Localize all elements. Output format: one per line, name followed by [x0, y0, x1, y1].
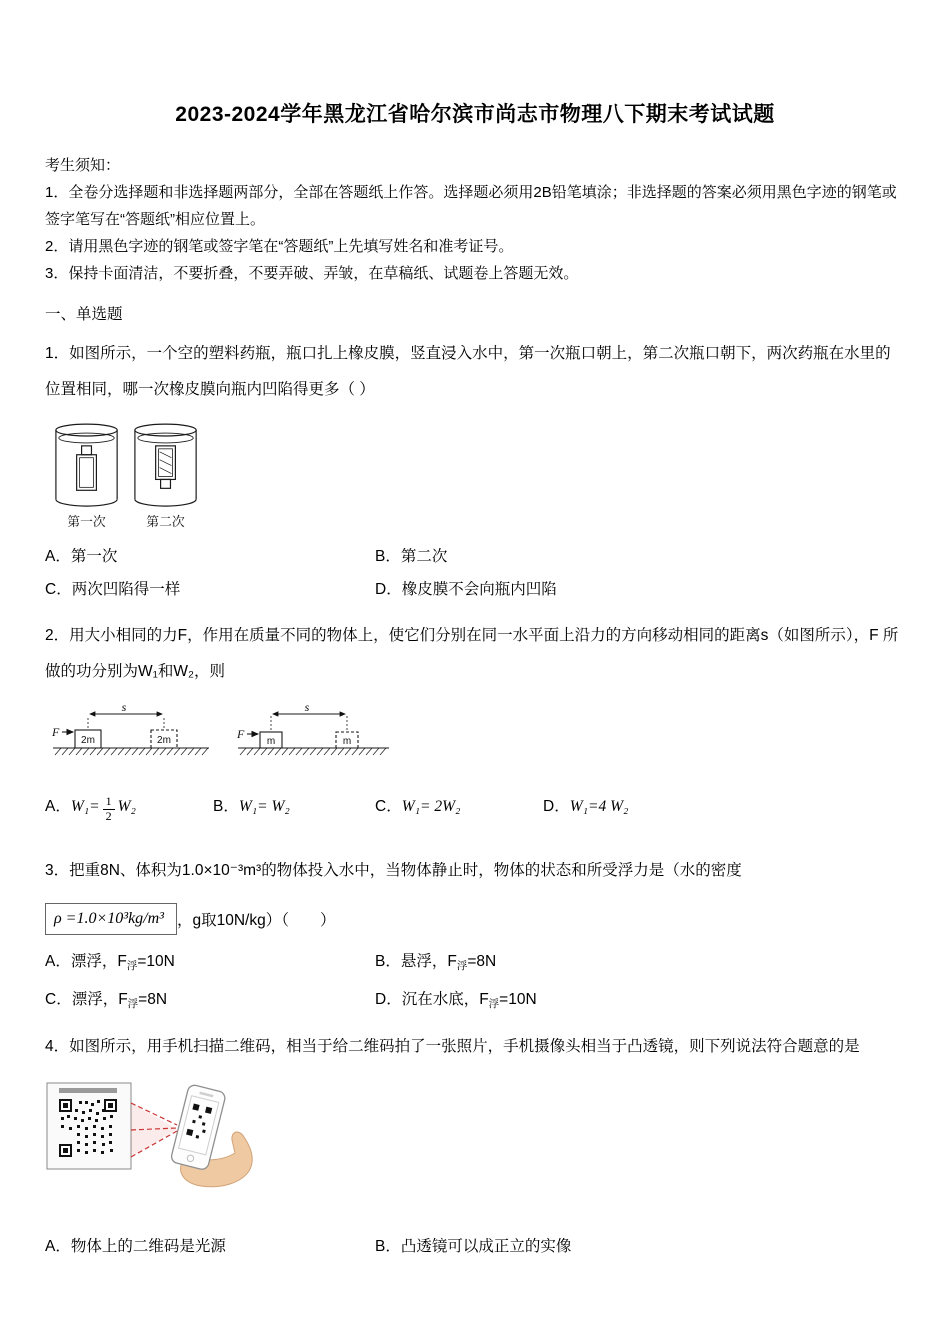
q1-option-b — [375, 540, 905, 573]
q2-options-row — [45, 787, 905, 827]
q3-option-a-label: A． — [45, 953, 71, 970]
diagram-2 — [238, 714, 389, 755]
second-trial-label: 第二次 — [146, 513, 185, 529]
scan-beam — [131, 1103, 177, 1157]
q3-formula-line — [45, 903, 905, 935]
q4-option-a — [45, 1230, 375, 1263]
q3-options-row-1 — [45, 945, 905, 983]
qr-scan-figure — [45, 1073, 260, 1191]
q2-option-c — [375, 787, 543, 827]
d2-force-label: F — [237, 727, 245, 741]
q2-option-b-label: B． — [213, 798, 239, 815]
q3-options-row-2 — [45, 983, 905, 1021]
q3-option-a-pre: 漂浮，F — [70, 953, 127, 970]
q1-options-row-2 — [45, 573, 905, 606]
q4-option-b-label: B． — [375, 1238, 401, 1255]
q3-option-d-label: D． — [375, 991, 402, 1008]
notice-item-2: 2．请用黑色字迹的钢笔或签字笔在“答题纸”上先填写姓名和准考证号。 — [45, 238, 514, 255]
q4-option-a-text: 物体上的二维码是光源 — [70, 1238, 226, 1255]
q3-option-d-pre: 沉在水底，F — [401, 991, 489, 1008]
d2-distance-label: s — [304, 702, 310, 714]
one-half-fraction — [103, 795, 115, 824]
q3-option-d-post: =10N — [499, 991, 537, 1008]
q3-option-c-post: =8N — [138, 991, 168, 1008]
fraction-denominator: 2 — [105, 809, 112, 823]
notice-item-1: 1．全卷分选择题和非选择题两部分，全部在答题纸上作答。选择题必须用2B铅笔填涂；非选择题的答案必须用黑色字迹的钢笔或签字笔写在“答题纸”相应位置上。 — [45, 184, 897, 228]
d2-ghost-block-label: m — [342, 736, 352, 747]
q3-option-b-sub: 浮 — [456, 960, 468, 972]
q2-option-c-label: C． — [375, 798, 402, 815]
q2-option-a — [45, 787, 213, 827]
q3-option-b-post: =8N — [467, 953, 497, 970]
q3-option-b — [375, 945, 905, 983]
q2-option-a-lhs: W₁= — [70, 798, 100, 815]
q2-option-d — [543, 787, 905, 827]
q3-option-a — [45, 945, 375, 983]
q1-option-a-text: 第一次 — [70, 548, 118, 565]
d1-block-label: 2m — [81, 735, 95, 746]
diagram-1 — [53, 714, 209, 755]
q1-option-c — [45, 573, 375, 606]
q4-option-a-label: A． — [45, 1238, 71, 1255]
q3-option-c-pre: 漂浮，F — [71, 991, 128, 1008]
question-2-figure — [51, 702, 905, 769]
phone — [170, 1084, 226, 1171]
section-1-heading: 一、单选题 — [45, 306, 123, 323]
q3-option-b-pre: 悬浮，F — [400, 953, 457, 970]
question-4-figure — [45, 1073, 905, 1196]
first-trial-label: 第一次 — [67, 513, 106, 529]
q1-option-d — [375, 573, 905, 606]
beaker-first — [56, 424, 117, 506]
fraction-numerator: 1 — [103, 795, 115, 810]
question-1-text: 1．如图所示，一个空的塑料药瓶，瓶口扎上橡皮膜，竖直浸入水中，第一次瓶口朝上，第二次瓶口朝下，两次药瓶在水里的位置相同，哪一次橡皮膜向瓶内凹陷得更多（ ） — [45, 345, 891, 398]
q3-option-c-label: C． — [45, 991, 72, 1008]
q3-formula-tail: ，g取10N/kg）（ ） — [176, 912, 336, 929]
q4-option-b-text: 凸透镜可以成正立的实像 — [400, 1238, 572, 1255]
notice-item-3: 3．保持卡面清洁，不要折叠，不要弄破、弄皱，在草稿纸、试题卷上答题无效。 — [45, 265, 579, 282]
notice-header: 考生须知： — [45, 157, 121, 174]
q1-option-c-text: 两次凹陷得一样 — [71, 581, 181, 598]
q3-option-c-sub: 浮 — [127, 998, 139, 1010]
q1-option-a — [45, 540, 375, 573]
q2-option-b-text: W₁= W₂ — [238, 798, 290, 815]
beaker-second — [135, 424, 196, 506]
qr-poster — [47, 1083, 131, 1169]
q4-option-b — [375, 1230, 905, 1263]
density-formula-box: ρ =1.0×10³kg/m³ — [45, 903, 177, 935]
q1-option-d-label: D． — [375, 581, 402, 598]
d1-distance-label: s — [121, 702, 127, 714]
q3-option-c — [45, 983, 375, 1021]
question-2-text: 2．用大小相同的力F，作用在质量不同的物体上，使它们分别在同一水平面上沿力的方向移动相同的距离s（如图所示），F 所做的功分别为W₁和W₂，则 — [45, 627, 899, 680]
question-3-text: 3．把重8N、体积为1.0×10⁻³m³的物体投入水中，当物体静止时，物体的状态和所受浮力是（水的密度 — [45, 862, 742, 879]
q4-options-row — [45, 1230, 905, 1263]
q1-option-b-text: 第二次 — [400, 548, 448, 565]
q2-option-b — [213, 787, 375, 827]
q1-option-a-label: A． — [45, 548, 71, 565]
d1-ghost-block-label: 2m — [157, 735, 171, 746]
q2-option-a-label: A． — [45, 798, 71, 815]
q2-option-c-text: W₁= 2W₂ — [401, 798, 461, 815]
q1-option-d-text: 橡皮膜不会向瓶内凹陷 — [401, 581, 557, 598]
candidate-notice — [45, 152, 905, 287]
q3-option-a-sub: 浮 — [126, 960, 138, 972]
q2-option-a-rhs: W₂ — [117, 798, 136, 815]
q3-option-d-sub: 浮 — [488, 998, 500, 1010]
work-blocks-figure — [51, 702, 396, 764]
q3-option-b-label: B． — [375, 953, 401, 970]
beakers-figure — [49, 416, 207, 533]
q3-option-d — [375, 983, 905, 1021]
q3-option-a-post: =10N — [137, 953, 175, 970]
page-title: 2023-2024学年黑龙江省哈尔滨市尚志市物理八下期末考试试题 — [175, 103, 775, 126]
q1-options-row-1 — [45, 540, 905, 573]
question-1-figure — [49, 416, 905, 538]
q2-option-d-text: W₁=4 W₂ — [569, 798, 629, 815]
q2-option-d-label: D． — [543, 798, 570, 815]
d1-force-label: F — [52, 725, 60, 739]
q1-option-b-label: B． — [375, 548, 401, 565]
q1-option-c-label: C． — [45, 581, 72, 598]
d2-block-label: m — [266, 736, 276, 747]
question-4-text: 4．如图所示，用手机扫描二维码，相当于给二维码拍了一张照片，手机摄像头相当于凸透镜，则下列说法符合题意的是 — [45, 1038, 860, 1055]
